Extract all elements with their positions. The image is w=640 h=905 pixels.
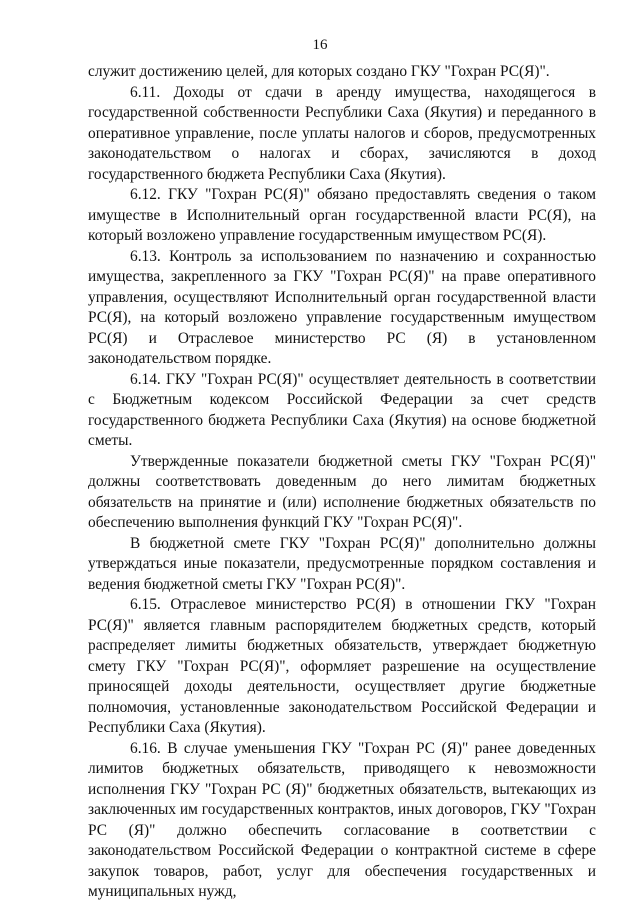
- paragraph-6-13: 6.13. Контроль за использованием по назначению и сохранностью имущества, закрепленного за ГКУ "Гохран РС(Я)" на праве оперативного управления, осуществляют Исполнительный орган государственной власти РС(Я), на который возложено управление государственным имуществом РС(Я) и Отраслевое министерство РС (Я) в установленном законодательством порядке.: [88, 247, 596, 367]
- page-number: 16: [312, 37, 328, 53]
- paragraph-6-11: 6.11. Доходы от сдачи в аренду имущества, находящегося в государственной собственности Республики Саха (Якутия) и переданного в оперативное управление, после уплаты налогов и сборов, предусмотренных законодательством о налогах и сборах, зачисляются в доход государственного бюджета Республики Саха (Якутия).: [88, 83, 596, 183]
- paragraph-6-14: 6.14. ГКУ "Гохран РС(Я)" осуществляет деятельность в соответствии с Бюджетным кодексом Российской Федерации за счет средств государственного бюджета Республики Саха (Якутия) на основе бюджетной сметы.: [88, 370, 596, 449]
- paragraph-6-12: 6.12. ГКУ "Гохран РС(Я)" обязано предоставлять сведения о таком имуществе в Исполнительный орган государственной власти РС(Я), на который возложено управление государственным имуществом РС(Я).: [88, 186, 596, 244]
- paragraph-6-16: 6.16. В случае уменьшения ГКУ "Гохран РС (Я)" ранее доведенных лимитов бюджетных обязательств, приводящего к невозможности исполнения ГКУ "Гохран РС (Я)" бюджетных обязательств, вытекающих из заключенных им государственных контрактов, иных договоров, ГКУ "Гохран РС (Я)" должно обеспечить согласование в соответствии с законодательством Российской Федерации о контрактной системе в сфере закупок товаров, работ, услуг для обеспечения государственных и муниципальных нужд,: [88, 739, 596, 900]
- document-body: [88, 62, 596, 903]
- paragraph-continuation: служит достижению целей, для которых создано ГКУ "Гохран РС(Я)".: [88, 63, 550, 80]
- paragraph-6-15: 6.15. Отраслевое министерство РС(Я) в отношении ГКУ "Гохран РС(Я)" является главным распорядителем бюджетных средств, который распределяет лимиты бюджетных обязательств, утверждает бюджетную смету ГКУ "Гохран РС(Я)", оформляет разрешение на осуществление приносящей доходы деятельности, осуществляет другие бюджетные полномочия, установленные законодательством Российской Федерации и Республики Саха (Якутия).: [88, 596, 596, 736]
- paragraph-budget-estimate: В бюджетной смете ГКУ "Гохран РС(Я)" дополнительно должны утверждаться иные показатели, предусмотренные порядком составления и ведения бюджетной сметы ГКУ "Гохран РС(Я)".: [88, 534, 596, 593]
- paragraph-budget-indicators: Утвержденные показатели бюджетной сметы ГКУ "Гохран РС(Я)" должны соответствовать доведенным до него лимитам бюджетных обязательств на принятие и (или) исполнение бюджетных обязательств по обеспечению выполнения функций ГКУ "Гохран РС(Я)".: [88, 452, 596, 531]
